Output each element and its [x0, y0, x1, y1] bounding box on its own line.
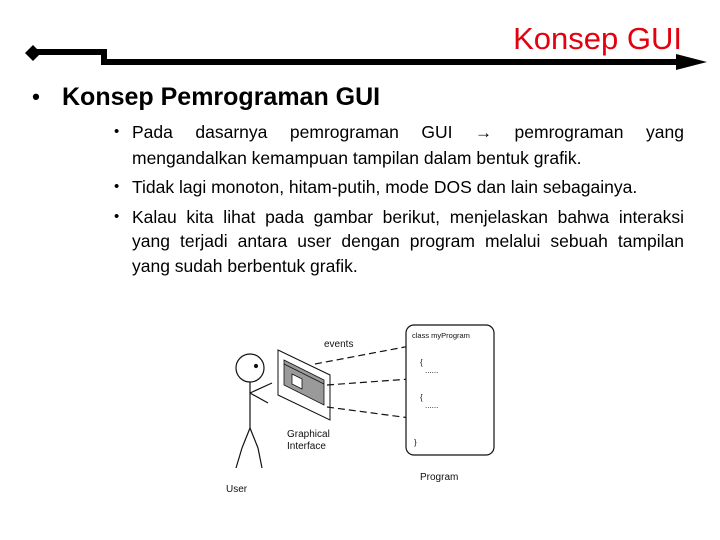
- bullet-icon: •: [114, 123, 120, 140]
- point-1-text-b: pemrograman yang mengandalkan kemampuan tampilan dalam bentuk grafik.: [132, 122, 684, 168]
- program-box: [406, 325, 494, 455]
- brace-close: }: [414, 438, 417, 447]
- class-label: class myProgram: [412, 331, 470, 340]
- graphical-label-line2: Interface: [287, 441, 326, 452]
- events-label: events: [324, 339, 354, 350]
- gui-interaction-diagram: [220, 320, 500, 500]
- brace-open: {: [420, 393, 423, 402]
- point-3-text: Kalau kita lihat pada gambar berikut, menjelaskan bahwa interaksi yang terjadi antara user dengan program melalui sebuah tampilan yang sudah berbentuk grafik.: [132, 206, 684, 276]
- program-label: Program: [420, 472, 459, 483]
- bullet-icon: •: [32, 84, 40, 109]
- user-label: User: [226, 484, 248, 495]
- code-dots: ......: [425, 401, 439, 410]
- right-arrow-icon: →: [475, 123, 493, 142]
- point-1-text-a: Pada dasarnya pemrograman GUI: [132, 122, 476, 142]
- main-heading: [26, 82, 380, 112]
- bullet-point-3: [112, 205, 684, 279]
- bullet-list: [112, 120, 684, 283]
- graphical-label-line1: Graphical: [287, 429, 330, 440]
- main-heading-text: Konsep Pemrograman GUI: [62, 83, 381, 111]
- bullet-point-2: [112, 175, 684, 200]
- brace-open: {: [420, 358, 423, 367]
- bullet-point-1: [112, 120, 684, 170]
- slide-title: Konsep GUI: [513, 21, 682, 56]
- code-dots: ......: [425, 366, 439, 375]
- bullet-icon: •: [114, 207, 120, 225]
- bullet-icon: •: [114, 178, 120, 195]
- graphical-interface-screen-icon: [278, 350, 330, 420]
- user-stick-figure-icon: [236, 354, 272, 468]
- point-2-text: Tidak lagi monoton, hitam-putih, mode DOS dan lain sebagainya.: [132, 177, 638, 197]
